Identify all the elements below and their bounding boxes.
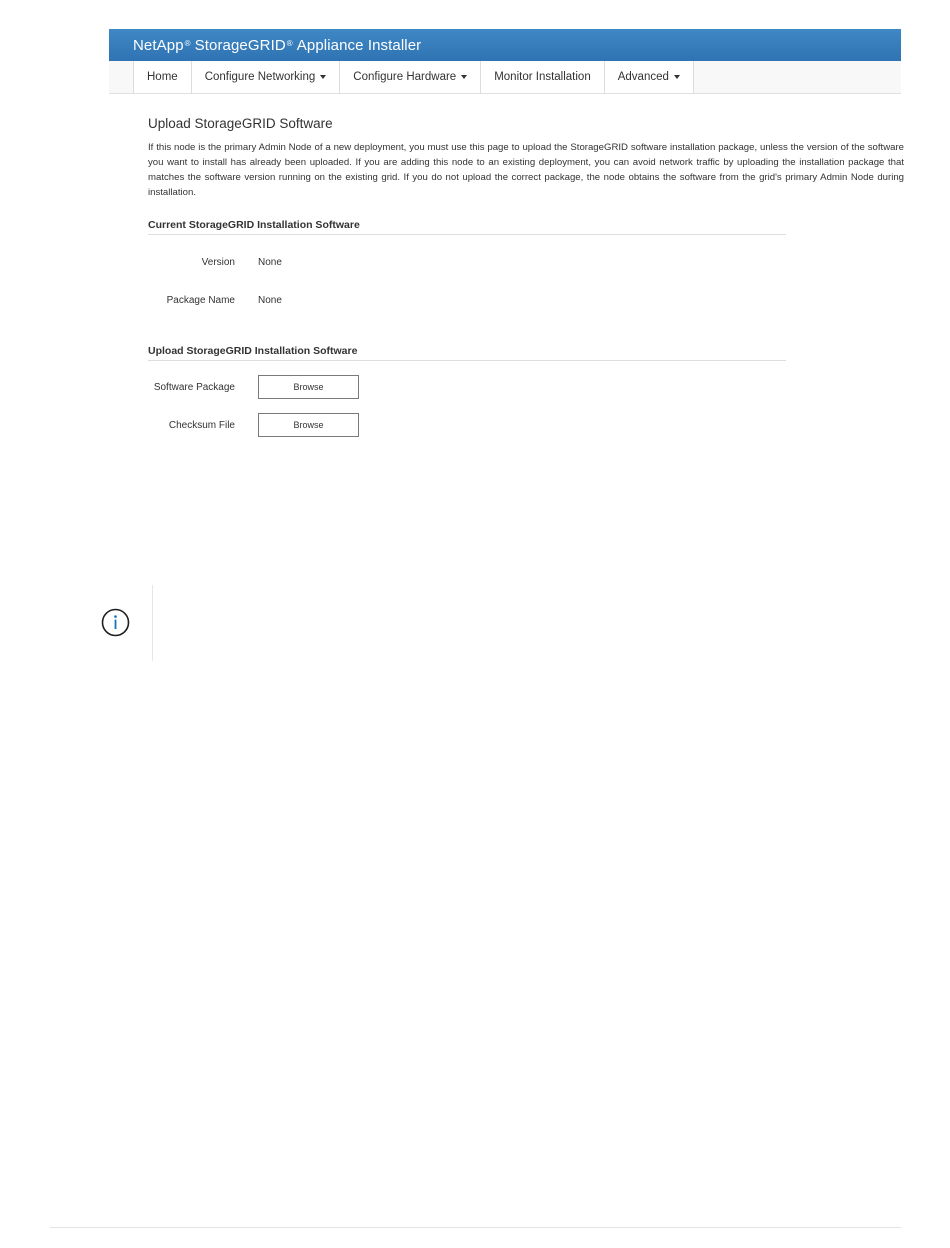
- navbar: [109, 61, 901, 94]
- upload-software-heading: Upload StorageGRID Installation Software: [148, 345, 786, 361]
- app-title-suffix: Appliance Installer: [296, 36, 422, 54]
- package-name-label: Package Name: [166, 295, 235, 306]
- version-label: Version: [201, 257, 235, 268]
- version-value: None: [258, 257, 282, 268]
- checksum-file-browse-button[interactable]: Browse: [258, 413, 359, 437]
- nav-item-label: Configure Networking: [204, 71, 316, 83]
- nav-item-configure-networking[interactable]: [192, 61, 341, 93]
- software-package-browse-button[interactable]: Browse: [258, 375, 359, 399]
- registered-mark: ®: [286, 38, 293, 48]
- info-icon: [101, 608, 130, 637]
- caret-down-icon: [320, 75, 326, 79]
- page-title: Upload StorageGRID Software: [148, 116, 333, 131]
- intro-text: If this node is the primary Admin Node of a new deployment, you must use this page to upload the StorageGRID software installation package, unless the version of the software you want to install has already been uploaded. If you are adding this node to an existing deployment, you can avoid network traffic by uploading the installation package that matches the software version running on the existing grid. If you do not upload the correct package, the node obtains the software from the grid's primary Admin Node during installation.: [148, 142, 904, 198]
- note-divider: [152, 585, 153, 661]
- nav-item-home[interactable]: [134, 61, 192, 93]
- app-header: [109, 29, 901, 61]
- software-package-label: Software Package: [153, 382, 235, 393]
- nav-list: [133, 61, 694, 93]
- nav-item-label: Advanced: [617, 71, 669, 83]
- nav-item-configure-hardware[interactable]: [340, 61, 481, 93]
- product-name: StorageGRID: [194, 36, 286, 54]
- footer-divider: [50, 1227, 901, 1228]
- brand-name: NetApp: [133, 36, 184, 54]
- package-name-value: None: [258, 295, 282, 306]
- current-software-heading: Current StorageGRID Installation Software: [148, 219, 786, 235]
- nav-item-label: Configure Hardware: [353, 71, 457, 83]
- caret-down-icon: [674, 75, 680, 79]
- registered-mark: ®: [184, 38, 191, 48]
- checksum-file-label: Checksum File: [168, 420, 235, 431]
- main-content: [148, 116, 904, 431]
- caret-down-icon: [461, 75, 467, 79]
- nav-item-label: Monitor Installation: [494, 71, 591, 83]
- nav-item-label: Home: [147, 71, 178, 83]
- nav-item-monitor-installation[interactable]: [481, 61, 605, 93]
- nav-item-advanced[interactable]: [605, 61, 694, 93]
